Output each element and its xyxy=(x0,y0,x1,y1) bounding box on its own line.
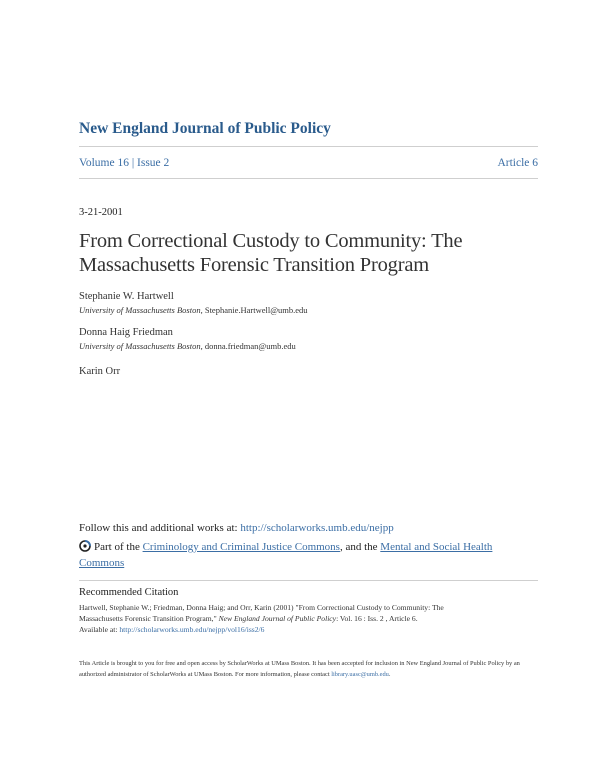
issue-link[interactable]: Issue 2 xyxy=(137,157,170,169)
citation-text: Massachusetts Forensic Transition Program," xyxy=(79,614,219,623)
author-affiliation xyxy=(79,341,296,351)
article-title-line: From Correctional Custody to Community: The xyxy=(79,230,463,252)
access-notice xyxy=(79,659,539,680)
divider xyxy=(79,580,538,581)
open-access-icon xyxy=(79,540,91,556)
volume-issue-separator: | xyxy=(128,157,138,169)
author-email[interactable]: , Stephanie.Hartwell@umb.edu xyxy=(200,305,308,315)
author-institution: University of Massachusetts Boston xyxy=(79,341,201,351)
article-title-line: Massachusetts Forensic Transition Program xyxy=(79,254,429,276)
part-of-commons xyxy=(79,540,519,570)
volume-issue xyxy=(79,157,169,169)
author-affiliation xyxy=(79,305,308,315)
article-number-link[interactable]: Article 6 xyxy=(497,157,538,169)
author-email[interactable]: , donna.friedman@umb.edu xyxy=(200,341,296,351)
author-institution: University of Massachusetts Boston xyxy=(79,305,201,315)
recommended-citation-heading: Recommended Citation xyxy=(79,587,179,598)
citation-line xyxy=(79,613,534,624)
author-name: Donna Haig Friedman xyxy=(79,327,173,338)
volume-link[interactable]: Volume 16 xyxy=(79,157,129,169)
citation-text: : Vol. 16 : Iss. 2 , Article 6. xyxy=(336,614,418,623)
part-of-middle: , and the xyxy=(339,541,381,553)
divider xyxy=(79,178,538,179)
recommended-citation xyxy=(79,602,534,635)
citation-line: Hartwell, Stephanie W.; Friedman, Donna Haig; and Orr, Karin (2001) "From Correctional Custody to Community: The xyxy=(79,603,444,612)
publication-date: 3-21-2001 xyxy=(79,207,123,218)
follow-text: Follow this and additional works at: xyxy=(79,522,241,534)
article-url-link[interactable]: http://scholarworks.umb.edu/nejpp/vol16/iss2/6 xyxy=(119,625,265,634)
notice-end: . xyxy=(388,670,391,678)
available-label: Available at: xyxy=(79,625,120,634)
contact-email-link[interactable]: library.uasc@umb.edu xyxy=(331,670,389,678)
author-name: Stephanie W. Hartwell xyxy=(79,291,174,302)
part-of-prefix: Part of the xyxy=(94,541,143,553)
follow-works xyxy=(79,522,394,534)
citation-line xyxy=(79,624,534,635)
citation-journal: New England Journal of Public Policy xyxy=(218,614,337,623)
notice-text: This Article is brought to you for free and open access by ScholarWorks at UMass Boston. It has been accepted for inclusion in New England Journal of Public Policy by an authorized administrator of ScholarWorks at UMass Boston. For more information, please contact xyxy=(79,660,520,678)
criminology-commons-link[interactable]: Criminology and Criminal Justice Commons xyxy=(142,541,340,553)
divider xyxy=(79,146,538,147)
article-title xyxy=(79,229,549,277)
author-name: Karin Orr xyxy=(79,366,121,377)
collection-url-link[interactable]: http://scholarworks.umb.edu/nejpp xyxy=(240,522,394,534)
mental-health-commons-link[interactable]: Mental and Social Health Commons xyxy=(79,541,493,569)
journal-title-link[interactable]: New England Journal of Public Policy xyxy=(79,120,331,137)
